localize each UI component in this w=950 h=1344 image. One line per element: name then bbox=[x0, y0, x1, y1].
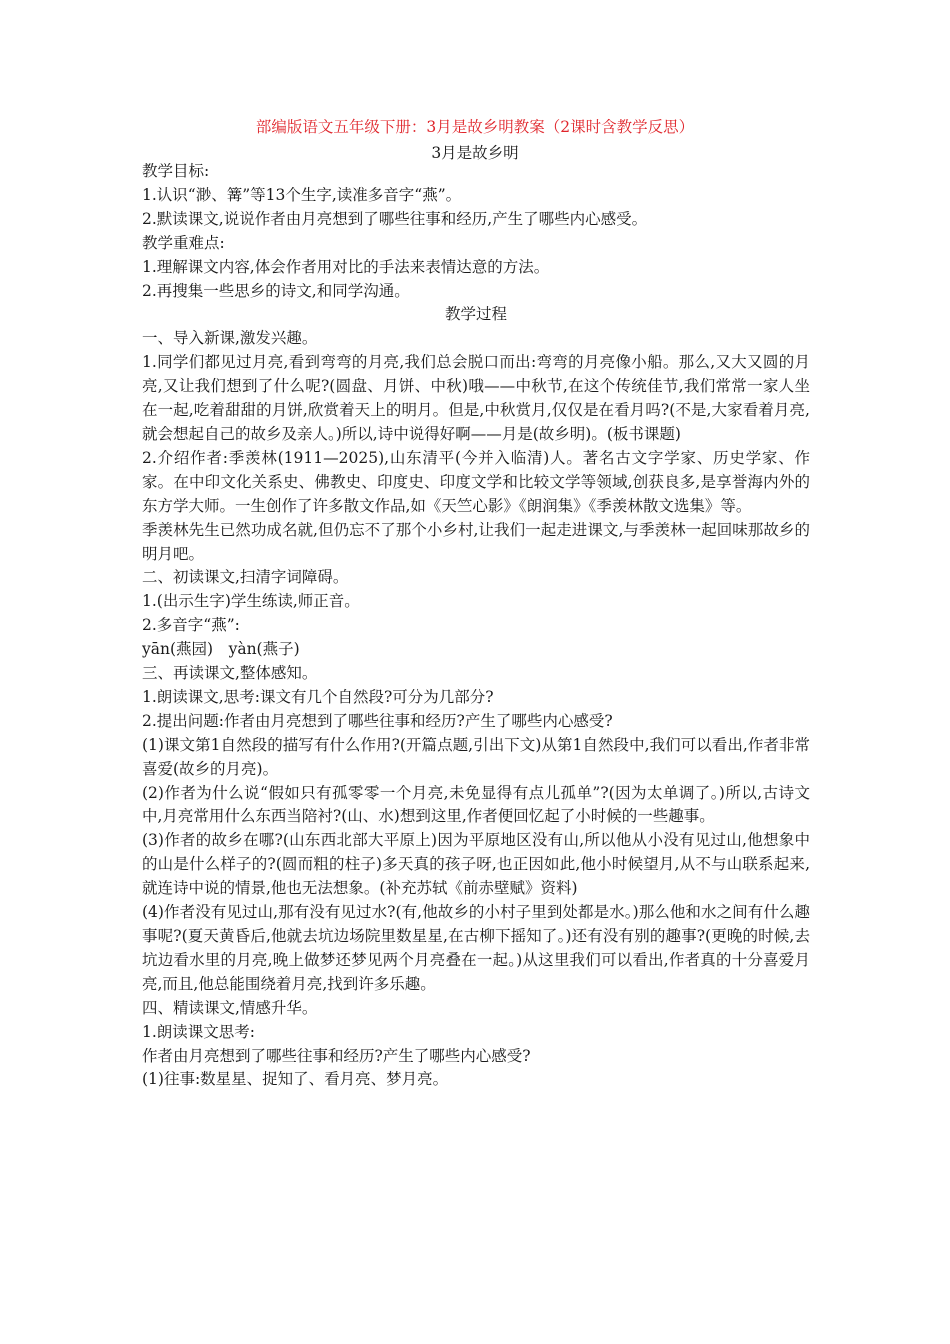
paragraph: 2.默读课文,说说作者由月亮想到了哪些往事和经历,产生了哪些内心感受。 bbox=[142, 209, 648, 228]
heading-objectives: 教学目标: bbox=[142, 162, 210, 180]
heading-process: 教学过程 bbox=[444, 305, 507, 324]
section-heading: 三、再读课文,整体感知。 bbox=[142, 664, 318, 683]
paragraph: 1.理解课文内容,体会作者用对比的手法来表情达意的方法。 bbox=[142, 257, 550, 276]
paragraph: 2.再搜集一些思乡的诗文,和同学沟通。 bbox=[142, 281, 410, 300]
paragraph: 1.同学们都见过月亮,看到弯弯的月亮,我们总会脱口而出:弯弯的月亮像小船。那么,又大又圆的月亮,又让我们想到了什么呢?(圆盘、月饼、中秋)哦——中秋节,在这个传统佳节,我们常常一家人坐在一起,吃着甜甜的月饼,欣赏着天上的明月。但是,中秋赏月,仅仅是在看月吗?(不是,大家看着月亮,就会想起自己的故乡及亲人。)所以,诗中说得好啊——月是(故乡明)。(板书课题) bbox=[142, 353, 810, 443]
paragraph: 2.介绍作者:季羡林(1911—2025),山东清平(今并入临清)人。著名古文字学家、历史学家、作家。在中印文化关系史、佛教史、印度史、印度文学和比较文学等领域,创获良多,是享誉海内外的东方学大师。一生创作了许多散文作品,如《天竺心影》《朗润集》《季羡林散文选集》等。 bbox=[142, 448, 810, 515]
paragraph: 1.朗读课文思考: bbox=[142, 1022, 256, 1041]
paragraph: 作者由月亮想到了哪些往事和经历?产生了哪些内心感受? bbox=[142, 1046, 531, 1065]
paragraph: (1)往事:数星星、捉知了、看月亮、梦月亮。 bbox=[142, 1070, 449, 1089]
paragraph: (1)课文第1自然段的描写有什么作用?(开篇点题,引出下文)从第1自然段中,我们可以看出,作者非常喜爱(故乡的月亮)。 bbox=[142, 735, 810, 778]
section-heading: 四、精读课文,情感升华。 bbox=[142, 998, 318, 1017]
paragraph: 季羡林先生已然功成名就,但仍忘不了那个小乡村,让我们一起走进课文,与季羡林一起回味那故乡的明月吧。 bbox=[142, 520, 810, 563]
paragraph: 2.多音字“燕”: bbox=[142, 616, 240, 635]
paragraph: 1.(出示生字)学生练读,师正音。 bbox=[142, 592, 360, 611]
document-body bbox=[142, 160, 810, 1092]
paragraph: 1.认识“渺、篝”等13个生字,读准多音字“燕”。 bbox=[142, 185, 462, 204]
paragraph: yān(燕园) yàn(燕子) bbox=[142, 640, 300, 659]
heading-key-points: 教学重难点: bbox=[142, 233, 225, 252]
paragraph: 2.提出问题:作者由月亮想到了哪些往事和经历?产生了哪些内心感受? bbox=[142, 711, 613, 730]
paragraph: (2)作者为什么说“假如只有孤零零一个月亮,未免显得有点儿孤单”?(因为太单调了。)所以,古诗文中,月亮常用什么东西当陪衬?(山、水)想到这里,作者便回忆起了小时候的一些趣事。 bbox=[142, 783, 810, 826]
section-heading: 一、导入新课,激发兴趣。 bbox=[142, 329, 318, 348]
paragraph: (4)作者没有见过山,那有没有见过水?(有,他故乡的小村子里到处都是水。)那么他和水之间有什么趣事呢?(夏天黄昏后,他就去坑边场院里数星星,在古柳下摇知了。)还有没有别的趣事?(更晚的时候,去坑边看水里的月亮,晚上做梦还梦见两个月亮叠在一起。)从这里我们可以看出,作者真的十分喜爱月亮,而且,他总能围绕着月亮,找到许多乐趣。 bbox=[142, 903, 810, 993]
paragraph: 1.朗读课文,思考:课文有几个自然段?可分为几部分? bbox=[142, 687, 494, 706]
document-subtitle: 3月是故乡明 bbox=[431, 144, 519, 162]
section-heading: 二、初读课文,扫清字词障碍。 bbox=[142, 568, 349, 587]
paragraph: (3)作者的故乡在哪?(山东西北部大平原上)因为平原地区没有山,所以他从小没有见过山,他想象中的山是什么样子的?(圆而粗的柱子)多天真的孩子呀,也正因如此,他小时候望月,从不与山联系起来,就连诗中说的情景,他也无法想象。(补充苏轼《前赤壁赋》资料) bbox=[142, 831, 810, 898]
document-title: 部编版语文五年级下册：3月是故乡明教案（2课时含教学反思） bbox=[255, 118, 695, 136]
